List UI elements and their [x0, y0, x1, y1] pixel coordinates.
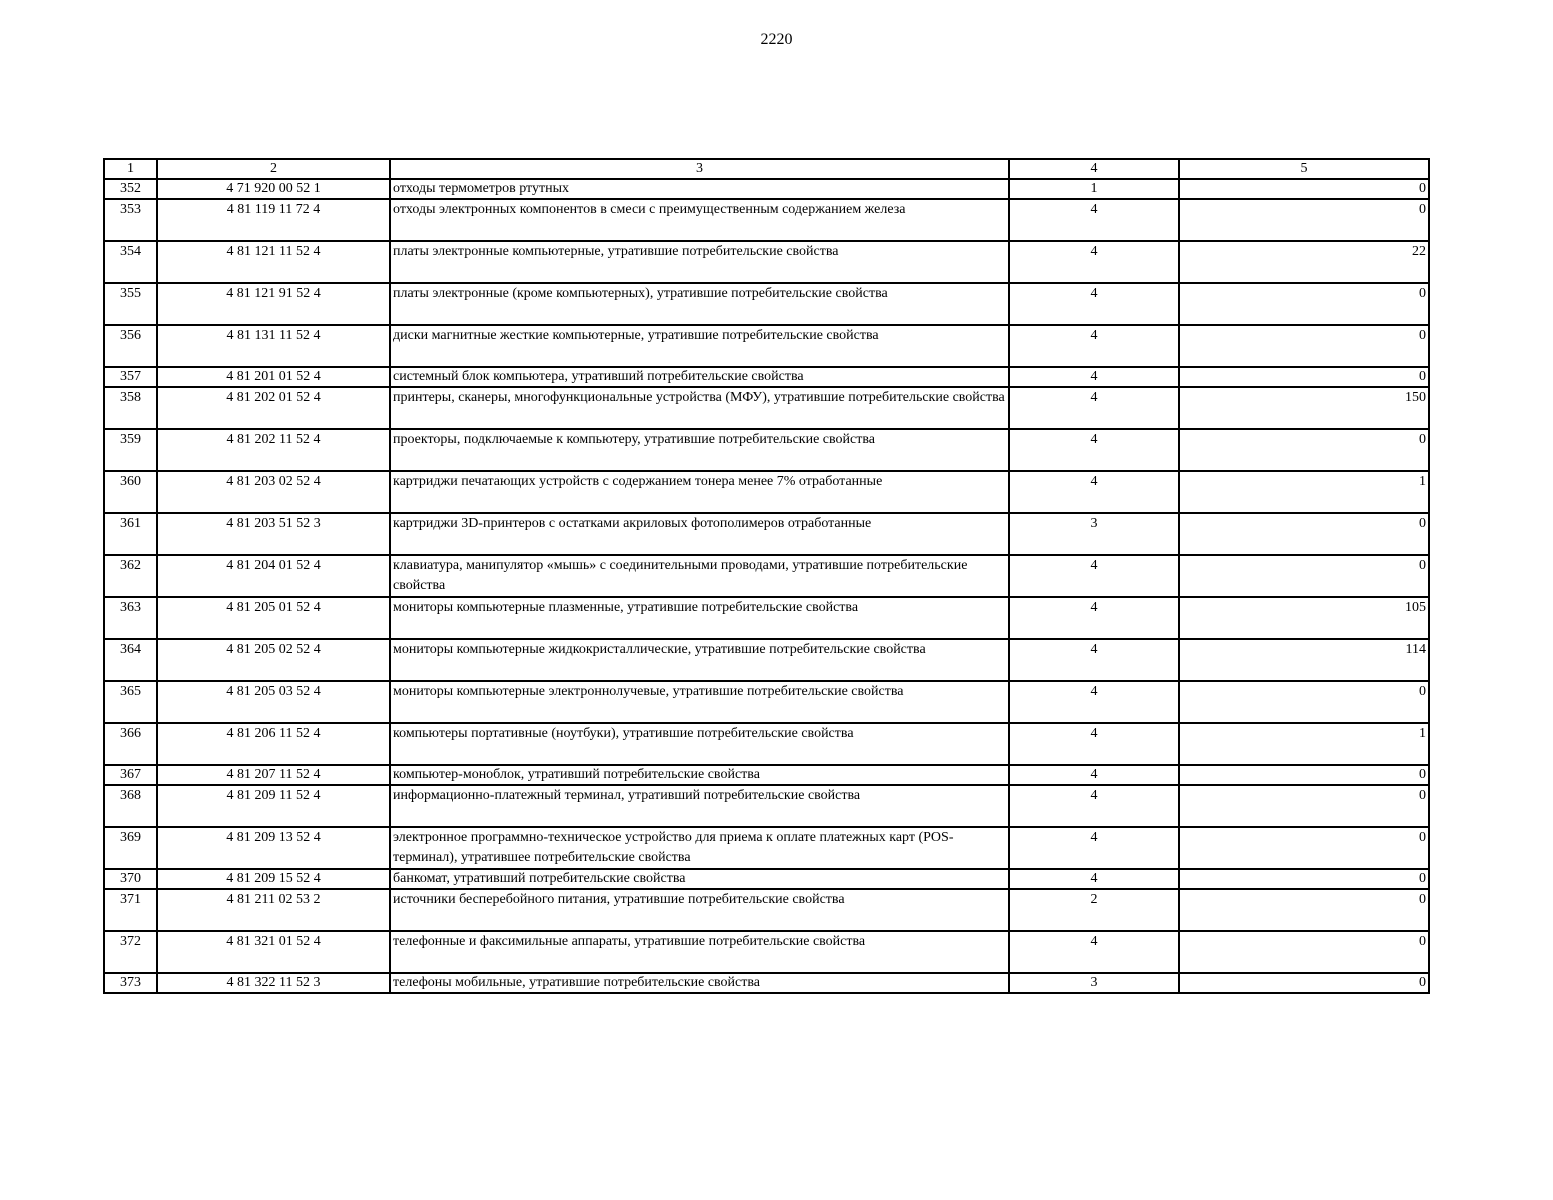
- table-row: [104, 827, 1429, 869]
- row-number-cell: 367: [104, 765, 157, 785]
- row-number-cell: 366: [104, 723, 157, 765]
- quantity-cell: 0: [1179, 889, 1429, 931]
- table-row: [104, 555, 1429, 597]
- hazard-class-cell: 3: [1009, 513, 1179, 555]
- waste-name-cell: информационно-платежный терминал, утративший потребительские свойства: [390, 785, 1009, 827]
- hazard-class-cell: 4: [1009, 325, 1179, 367]
- hazard-class-cell: 4: [1009, 869, 1179, 889]
- waste-code-cell: 4 81 209 11 52 4: [157, 785, 390, 827]
- row-number-cell: 361: [104, 513, 157, 555]
- quantity-cell: 0: [1179, 869, 1429, 889]
- waste-code-cell: 4 81 203 02 52 4: [157, 471, 390, 513]
- waste-name-cell: источники бесперебойного питания, утратившие потребительские свойства: [390, 889, 1009, 931]
- table-row: [104, 785, 1429, 827]
- waste-name-cell: мониторы компьютерные плазменные, утратившие потребительские свойства: [390, 597, 1009, 639]
- row-number-cell: 354: [104, 241, 157, 283]
- hazard-class-cell: 3: [1009, 973, 1179, 993]
- waste-code-cell: 4 81 121 11 52 4: [157, 241, 390, 283]
- hazard-class-cell: 4: [1009, 931, 1179, 973]
- quantity-cell: 105: [1179, 597, 1429, 639]
- table-row: [104, 973, 1429, 993]
- quantity-cell: 0: [1179, 931, 1429, 973]
- table-row: [104, 325, 1429, 367]
- hazard-class-cell: 4: [1009, 387, 1179, 429]
- table-row: [104, 931, 1429, 973]
- column-header: 1: [104, 159, 157, 179]
- waste-name-cell: телефонные и факсимильные аппараты, утратившие потребительские свойства: [390, 931, 1009, 973]
- waste-code-cell: 4 81 209 15 52 4: [157, 869, 390, 889]
- table-row: [104, 199, 1429, 241]
- waste-name-cell: банкомат, утративший потребительские свойства: [390, 869, 1009, 889]
- page-number: 2220: [760, 31, 793, 48]
- table-row: [104, 513, 1429, 555]
- quantity-cell: 0: [1179, 199, 1429, 241]
- quantity-cell: 114: [1179, 639, 1429, 681]
- row-number-cell: 357: [104, 367, 157, 387]
- waste-name-cell: картриджи 3D-принтеров с остатками акриловых фотополимеров отработанные: [390, 513, 1009, 555]
- hazard-class-cell: 4: [1009, 723, 1179, 765]
- row-number-cell: 372: [104, 931, 157, 973]
- table-row: [104, 387, 1429, 429]
- waste-code-cell: 4 81 202 01 52 4: [157, 387, 390, 429]
- quantity-cell: 150: [1179, 387, 1429, 429]
- row-number-cell: 352: [104, 179, 157, 199]
- quantity-cell: 0: [1179, 429, 1429, 471]
- row-number-cell: 369: [104, 827, 157, 869]
- column-header: 2: [157, 159, 390, 179]
- hazard-class-cell: 4: [1009, 241, 1179, 283]
- waste-name-cell: проекторы, подключаемые к компьютеру, утратившие потребительские свойства: [390, 429, 1009, 471]
- waste-code-cell: 4 81 203 51 52 3: [157, 513, 390, 555]
- waste-name-cell: платы электронные компьютерные, утратившие потребительские свойства: [390, 241, 1009, 283]
- hazard-class-cell: 4: [1009, 555, 1179, 597]
- waste-code-cell: 4 81 205 01 52 4: [157, 597, 390, 639]
- table-row: [104, 869, 1429, 889]
- waste-name-cell: телефоны мобильные, утратившие потребительские свойства: [390, 973, 1009, 993]
- row-number-cell: 358: [104, 387, 157, 429]
- waste-name-cell: картриджи печатающих устройств с содержанием тонера менее 7% отработанные: [390, 471, 1009, 513]
- column-header: 4: [1009, 159, 1179, 179]
- hazard-class-cell: 4: [1009, 429, 1179, 471]
- table-row: [104, 471, 1429, 513]
- row-number-cell: 365: [104, 681, 157, 723]
- row-number-cell: 356: [104, 325, 157, 367]
- waste-code-cell: 4 81 211 02 53 2: [157, 889, 390, 931]
- waste-name-cell: принтеры, сканеры, многофункциональные устройства (МФУ), утратившие потребительские свойства: [390, 387, 1009, 429]
- quantity-cell: 1: [1179, 471, 1429, 513]
- waste-name-cell: электронное программно-техническое устройство для приема к оплате платежных карт (POS-терминал), утратившее потребительские свойства: [390, 827, 1009, 869]
- hazard-class-cell: 4: [1009, 785, 1179, 827]
- row-number-cell: 368: [104, 785, 157, 827]
- row-number-cell: 371: [104, 889, 157, 931]
- waste-name-cell: отходы термометров ртутных: [390, 179, 1009, 199]
- row-number-cell: 362: [104, 555, 157, 597]
- hazard-class-cell: 4: [1009, 639, 1179, 681]
- waste-name-cell: диски магнитные жесткие компьютерные, утратившие потребительские свойства: [390, 325, 1009, 367]
- hazard-class-cell: 4: [1009, 471, 1179, 513]
- quantity-cell: 0: [1179, 827, 1429, 869]
- waste-name-cell: мониторы компьютерные электроннолучевые, утратившие потребительские свойства: [390, 681, 1009, 723]
- waste-code-cell: 4 81 121 91 52 4: [157, 283, 390, 325]
- row-number-cell: 363: [104, 597, 157, 639]
- table-row: [104, 889, 1429, 931]
- waste-name-cell: системный блок компьютера, утративший потребительские свойства: [390, 367, 1009, 387]
- row-number-cell: 360: [104, 471, 157, 513]
- waste-name-cell: клавиатура, манипулятор «мышь» с соединительными проводами, утратившие потребительские свойства: [390, 555, 1009, 597]
- table-row: [104, 241, 1429, 283]
- hazard-class-cell: 2: [1009, 889, 1179, 931]
- waste-code-cell: 4 71 920 00 52 1: [157, 179, 390, 199]
- row-number-cell: 359: [104, 429, 157, 471]
- column-header: 3: [390, 159, 1009, 179]
- hazard-class-cell: 4: [1009, 765, 1179, 785]
- row-number-cell: 370: [104, 869, 157, 889]
- table-row: [104, 765, 1429, 785]
- table-row: [104, 639, 1429, 681]
- quantity-cell: 0: [1179, 681, 1429, 723]
- header-row: [104, 159, 1429, 179]
- quantity-cell: 0: [1179, 513, 1429, 555]
- table-body: [104, 159, 1429, 993]
- quantity-cell: 0: [1179, 179, 1429, 199]
- hazard-class-cell: 1: [1009, 179, 1179, 199]
- row-number-cell: 355: [104, 283, 157, 325]
- waste-name-cell: компьютер-моноблок, утративший потребительские свойства: [390, 765, 1009, 785]
- waste-code-cell: 4 81 322 11 52 3: [157, 973, 390, 993]
- row-number-cell: 364: [104, 639, 157, 681]
- quantity-cell: 22: [1179, 241, 1429, 283]
- table-row: [104, 429, 1429, 471]
- quantity-cell: 0: [1179, 765, 1429, 785]
- waste-registry-table: [103, 158, 1430, 994]
- waste-code-cell: 4 81 206 11 52 4: [157, 723, 390, 765]
- hazard-class-cell: 4: [1009, 199, 1179, 241]
- quantity-cell: 0: [1179, 785, 1429, 827]
- quantity-cell: 0: [1179, 555, 1429, 597]
- row-number-cell: 353: [104, 199, 157, 241]
- table-row: [104, 597, 1429, 639]
- waste-code-cell: 4 81 209 13 52 4: [157, 827, 390, 869]
- waste-code-cell: 4 81 201 01 52 4: [157, 367, 390, 387]
- quantity-cell: 0: [1179, 367, 1429, 387]
- hazard-class-cell: 4: [1009, 681, 1179, 723]
- table-row: [104, 283, 1429, 325]
- quantity-cell: 0: [1179, 283, 1429, 325]
- waste-name-cell: компьютеры портативные (ноутбуки), утратившие потребительские свойства: [390, 723, 1009, 765]
- hazard-class-cell: 4: [1009, 367, 1179, 387]
- table-row: [104, 367, 1429, 387]
- hazard-class-cell: 4: [1009, 597, 1179, 639]
- waste-code-cell: 4 81 131 11 52 4: [157, 325, 390, 367]
- waste-code-cell: 4 81 205 03 52 4: [157, 681, 390, 723]
- waste-name-cell: мониторы компьютерные жидкокристаллические, утратившие потребительские свойства: [390, 639, 1009, 681]
- waste-code-cell: 4 81 321 01 52 4: [157, 931, 390, 973]
- quantity-cell: 0: [1179, 973, 1429, 993]
- hazard-class-cell: 4: [1009, 283, 1179, 325]
- hazard-class-cell: 4: [1009, 827, 1179, 869]
- waste-name-cell: платы электронные (кроме компьютерных), утратившие потребительские свойства: [390, 283, 1009, 325]
- waste-code-cell: 4 81 202 11 52 4: [157, 429, 390, 471]
- waste-code-cell: 4 81 119 11 72 4: [157, 199, 390, 241]
- row-number-cell: 373: [104, 973, 157, 993]
- waste-code-cell: 4 81 207 11 52 4: [157, 765, 390, 785]
- table-row: [104, 179, 1429, 199]
- waste-code-cell: 4 81 205 02 52 4: [157, 639, 390, 681]
- waste-name-cell: отходы электронных компонентов в смеси с преимущественным содержанием железа: [390, 199, 1009, 241]
- waste-code-cell: 4 81 204 01 52 4: [157, 555, 390, 597]
- table-row: [104, 723, 1429, 765]
- table-row: [104, 681, 1429, 723]
- quantity-cell: 0: [1179, 325, 1429, 367]
- column-header: 5: [1179, 159, 1429, 179]
- quantity-cell: 1: [1179, 723, 1429, 765]
